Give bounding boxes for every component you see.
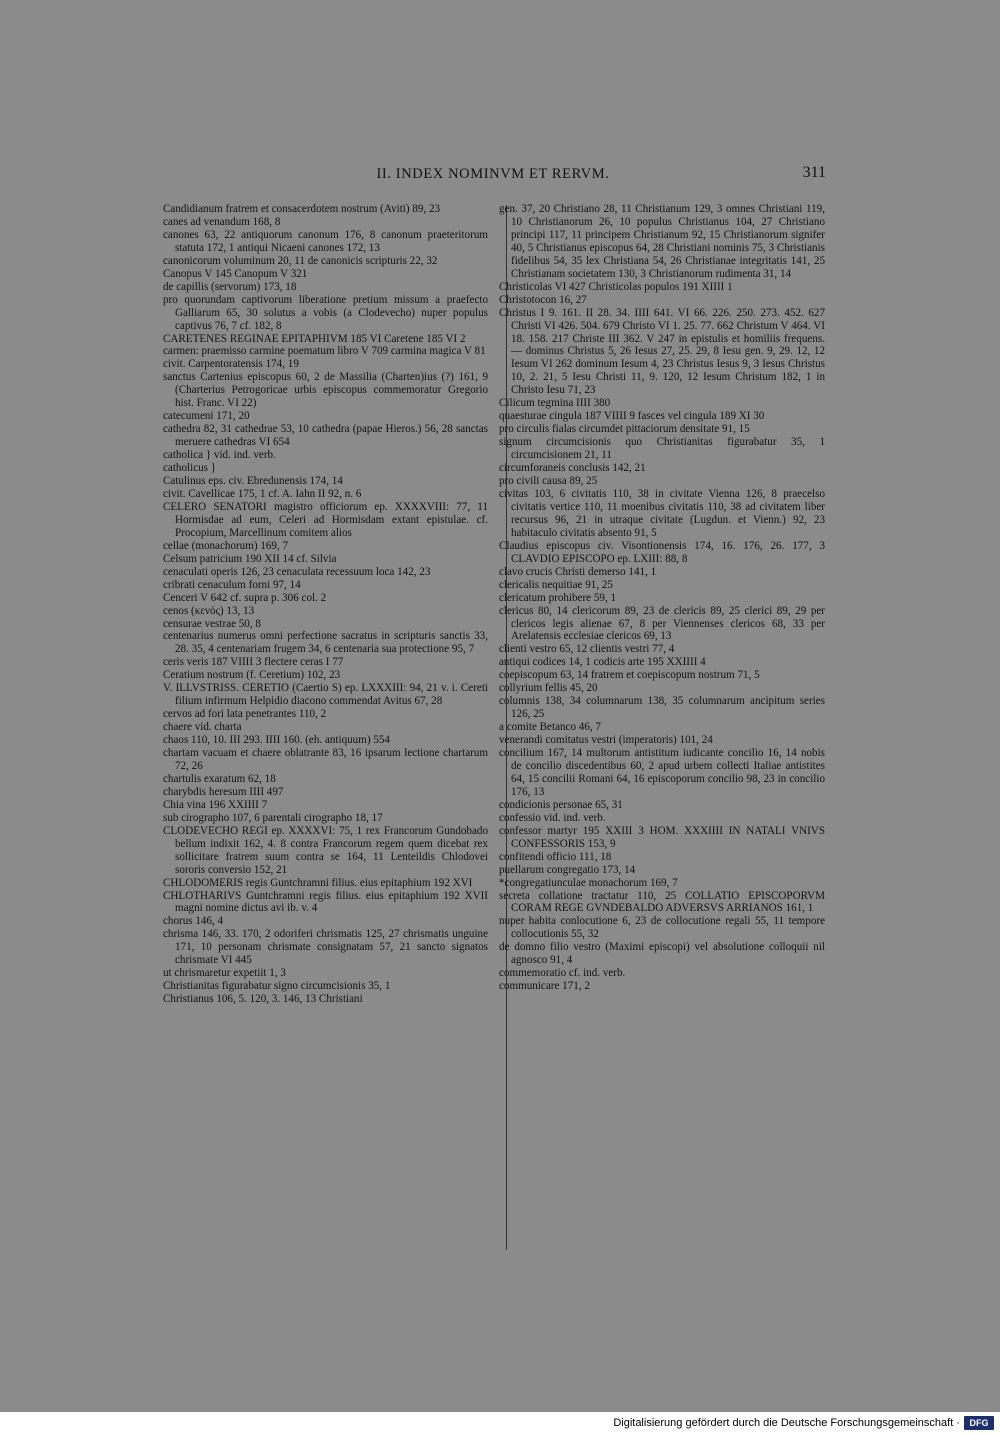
index-entry: condicionis personae 65, 31 [499, 798, 623, 811]
index-entry: circumforaneis conclusis 142, 21 [499, 462, 646, 475]
index-entry: clericatum prohibere 59, 1 [499, 591, 617, 604]
index-entry: canes ad venandum 168, 8 [163, 215, 281, 228]
index-entry: antiqui codices 14, 1 codicis arte 195 XXIIII 4 [499, 656, 706, 669]
index-entry: catecumeni 171, 20 [163, 410, 250, 423]
index-entry: CHLOTHARIVS Guntchramni regis filius. eius epitaphium 192 XVII magni nomine dictus avi ib. v. 4 [163, 889, 488, 915]
index-entry: secreta collatione tractatur 110, 25 COLLATIO EPISCOPORVM CORAM REGE GVNDEBALDO ADVERSVS ARRIANOS 161, 1 [499, 889, 825, 915]
index-entry: commemoratio cf. ind. verb. [499, 967, 626, 980]
index-column-left [163, 203, 488, 1006]
index-entry: confessor martyr 195 XXIII 3 HOM. XXXIIII IN NATALI VNIVS CONFESSORIS 153, 9 [499, 824, 825, 850]
index-entry: columnis 138, 34 columnarum 138, 35 columnarum ancipitum series 126, 25 [499, 695, 825, 721]
index-entry: cellae (monachorum) 169, 7 [163, 539, 289, 552]
index-entry: charybdis heresum IIII 497 [163, 785, 284, 798]
index-entry: sub cirographo 107, 6 parentali cirographo 18, 17 [163, 811, 383, 824]
index-entry: V. ILLVSTRISS. CERETIO (Caertio S) ep. LXXXIII: 94, 21 v. i. Cereti filium infirmum Helpidio diacono commendat Avitus 67, 28 [163, 682, 488, 708]
index-entry: chaos 110, 10. III 293. IIII 160. (eh. antiquum) 554 [163, 734, 390, 747]
dfg-logo: DFG [964, 1416, 994, 1430]
index-entry: puellarum congregatio 173, 14 [499, 863, 636, 876]
index-entry: CHLODOMERIS regis Guntchramni filius. eius epitaphium 192 XVI [163, 876, 473, 889]
index-entry: canonicorum voluminum 20, 11 de canonicis scripturis 22, 32 [163, 254, 438, 267]
funding-notice: Digitalisierung gefördert durch die Deutsche Forschungsgemeinschaft · [613, 1417, 960, 1429]
index-entry: ut chrismaretur expetiit 1, 3 [163, 967, 286, 980]
index-entry: chorus 146, 4 [163, 915, 224, 928]
index-entry: chartulis exaratum 62, 18 [163, 772, 276, 785]
index-entry: Cenceri V 642 cf. supra p. 306 col. 2 [163, 591, 327, 604]
index-entry: Christus I 9. 161. II 28. 34. IIII 641. VI 66. 226. 250. 273. 452. 627 Christi VI 426. 504. 679 Christo VI 1. 25. 77. 662 Christum V 464. VI 18. 158. 217 Christe III 362. V 247 in epistulis et homiliis frequens. — dominus Christus 5, 26 Iesus 27, 25. 29, 8 Iesu gen. 9, 29. 12, 12 Iesum VI 262 dominum Iesum 4, 23 Christus Iesus 9, 3 Iesus Christus 10, 2. 21, 5 Iesu Christi 11, 9. 120, 12 Iesum Christum 182, 1 in Christo Iesu 71, 23 [499, 306, 825, 397]
index-entry: clericalis nequitiae 91, 25 [499, 578, 613, 591]
index-entry: cervos ad fori lata penetrantes 110, 2 [163, 708, 327, 721]
index-entry: Canopus V 145 Canopum V 321 [163, 267, 308, 280]
index-entry: cenos (κενός) 13, 13 [163, 604, 255, 617]
index-entry: cathedra 82, 31 cathedrae 53, 10 cathedra (papae Hieros.) 56, 28 sanctas meruere cathedras VI 654 [163, 423, 488, 449]
index-entry: Ceratium nostrum (f. Ceretium) 102, 23 [163, 669, 341, 682]
index-entry: communicare 171, 2 [499, 980, 590, 993]
index-entry: Catulinus eps. civ. Ebredunensis 174, 14 [163, 475, 343, 488]
index-entry: civitas 103, 6 civitatis 110, 38 in civitate Vienna 126, 8 praecelso civitatis vertice 110, 11 moenibus civitatis 110, 38 ad civitatem liber recursus 96, 21 in utraque civitate (Lugdun. et Vienn.) 92, 23 habitaculo civitatis absento 91, 5 [499, 487, 825, 539]
index-entry: venerandi comitatus vestri (imperatoris) 101, 24 [499, 734, 713, 747]
index-entry: clienti vestro 65, 12 clientis vestri 77, 4 [499, 643, 675, 656]
index-entry: censurae vestrae 50, 8 [163, 617, 261, 630]
index-entry: concilium 167, 14 multorum antistitum iudicante concilio 16, 14 nobis de concilio discedentibus 60, 2 apud urbem collecti Italiae antistites 64, 15 concilii Romani 64, 16 episcoporum concilio 98, 23 in concilio 176, 13 [499, 747, 825, 798]
index-entry: signum circumcisionis quo Christianitas figurabatur 35, 1 circumcisionem 21, 11 [499, 436, 825, 462]
index-entry: Christianus 106, 5. 120, 3. 146, 13 Christiani [163, 993, 363, 1006]
index-entry: carmen: praemisso carmine poematum libro V 709 carmina magica V 81 [163, 345, 486, 358]
index-entry: canones 63, 22 antiquorum canonum 176, 8 canonum praeteritorum statuta 172, 1 antiqui Nicaeni canones 172, 13 [163, 228, 488, 254]
page-number: 311 [802, 164, 826, 181]
index-entry: CLODEVECHO REGI ep. XXXXVI: 75, 1 rex Francorum Gundobado bellum indixit 162, 4. 8 contra Francorum regem quem dicebat rex sollicitare fratrem suum contra se 164, 11 Lenteildis Chlodovei sororis conversio 152, 21 [163, 824, 488, 876]
index-entry: clavo crucis Christi demerso 141, 1 [499, 565, 657, 578]
index-entry: coepiscopum 63, 14 fratrem et coepiscopum nostrum 71, 5 [499, 669, 760, 682]
index-entry: civit. Carpentoratensis 174, 19 [163, 358, 299, 371]
index-entry: CARETENES REGINAE EPITAPHIVM 185 VI Caretene 185 VI 2 [163, 332, 466, 345]
index-entry: CELERO SENATORI magistro officiorum ep. XXXXVIII: 77, 11 Hormisdae ad eum, Celeri ad Hormisdam extant epistulae. cf. Procopium, Marcellinum comitem alios [163, 500, 488, 539]
index-entry: sanctus Cartenius episcopus 60, 2 de Massilia (Charten)ius (?) 161, 9 (Charterius Petrogoricae urbis episcopus commemoratur Gregorio hist. Franc. VI 22) [163, 371, 488, 410]
index-entry: clericus 80, 14 clericorum 89, 23 de clericis 89, 25 clerici 89, 29 per clericos legis alienae 67, 8 per Viennenses clericos 68, 33 per Arelatensis ecclesiae clericos 69, 13 [499, 604, 825, 643]
index-entry: catholica } vid. ind. verb. [163, 449, 276, 462]
index-entry: gen. 37, 20 Christiano 28, 11 Christianum 129, 3 omnes Christiani 119, 10 Christianorum 26, 10 populus Christianus 104, 27 Christiano principi 117, 11 principem Christianum 92, 15 Christianorum signifer 40, 5 Christianus episcopus 64, 28 Christiani nominis 75, 3 Christianis fidelibus 54, 35 lex Christiana 54, 26 Christianae integritatis 141, 25 Christianam societatem 130, 3 Christianorum rudimenta 31, 14 [499, 203, 825, 280]
index-entry: Christicolas VI 427 Christicolas populos 191 XIIII 1 [499, 280, 733, 293]
index-entry: chrisma 146, 33. 170, 2 odoriferi chrismatis 125, 27 chrismatis unguine 171, 10 personam chrismate consignatam 57, 21 sancto signatos chrismate VI 445 [163, 928, 488, 967]
index-entry: collyrium fellis 45, 20 [499, 682, 598, 695]
index-entry: pro civili causa 89, 25 [499, 475, 598, 488]
index-entry: Claudius episcopus civ. Visontionensis 174, 16. 176, 26. 177, 3 CLAVDIO EPISCOPO ep. LXIII: 88, 8 [499, 539, 825, 565]
index-entry: confitendi officio 111, 18 [499, 850, 612, 863]
index-entry: pro quorundam captivorum liberatione pretium missum a praefecto Galliarum 65, 30 solutus a vobis (a Clodevecho) nuper populus captivus 76, 7 cf. 182, 8 [163, 293, 488, 332]
index-entry: ceris veris 187 VIIII 3 flectere ceras I 77 [163, 656, 344, 669]
index-column-right [499, 203, 825, 993]
index-entry: Chia vina 196 XXIIII 7 [163, 798, 268, 811]
index-entry: nuper habita conlocutione 6, 23 de collocutione regali 55, 11 tempore collocutionis 55, 32 [499, 915, 825, 941]
index-entry: catholicus } [163, 462, 217, 475]
index-entry: cribrati cenaculum forni 97, 14 [163, 578, 301, 591]
footer-bar [0, 1412, 1000, 1434]
running-title: II. INDEX NOMINVM ET RERVM. [376, 166, 610, 182]
page-header [160, 164, 826, 186]
index-entry: de capillis (servorum) 173, 18 [163, 280, 297, 293]
index-entry: cenaculati operis 126, 23 cenaculata recessuum loca 142, 23 [163, 565, 431, 578]
index-entry: pro circulis fialas circumdet pittaciorum densitate 91, 15 [499, 423, 750, 436]
index-entry: quaesturae cingula 187 VIIII 9 fasces vel cingula 189 XI 30 [499, 410, 765, 423]
index-entry: a comite Betanco 46, 7 [499, 721, 601, 734]
index-entry: chartam vacuam et chaere oblatrante 83, 16 ipsarum lectione chartarum 72, 26 [163, 747, 488, 772]
index-entry: civit. Cavellicae 175, 1 cf. A. Iahn II 92, n. 6 [163, 487, 362, 500]
index-entry: de domno filio vestro (Maximi episcopi) vel absolutione colloquii nil agnosco 91, 4 [499, 941, 825, 967]
index-entry: *congregatiunculae monachorum 169, 7 [499, 876, 678, 889]
index-entry: Celsum patricium 190 XII 14 cf. Silvia [163, 552, 337, 565]
index-entry: Christianitas figurabatur signo circumcisionis 35, 1 [163, 980, 391, 993]
index-entry: centenarius numerus omni perfectione sacratus in scripturis sanctis 33, 28. 35, 4 centenariam frugem 34, 6 centenaria sua protectione 95, 7 [163, 630, 488, 656]
index-entry: Candidianum fratrem et consacerdotem nostrum (Aviti) 89, 23 [163, 203, 441, 215]
index-entry: Cilicum tegmina IIII 380 [499, 397, 611, 410]
index-entry: confessio vid. ind. verb. [499, 811, 606, 824]
index-entry: chaere vid. charta [163, 721, 242, 734]
index-entry: Christotocon 16, 27 [499, 293, 587, 306]
